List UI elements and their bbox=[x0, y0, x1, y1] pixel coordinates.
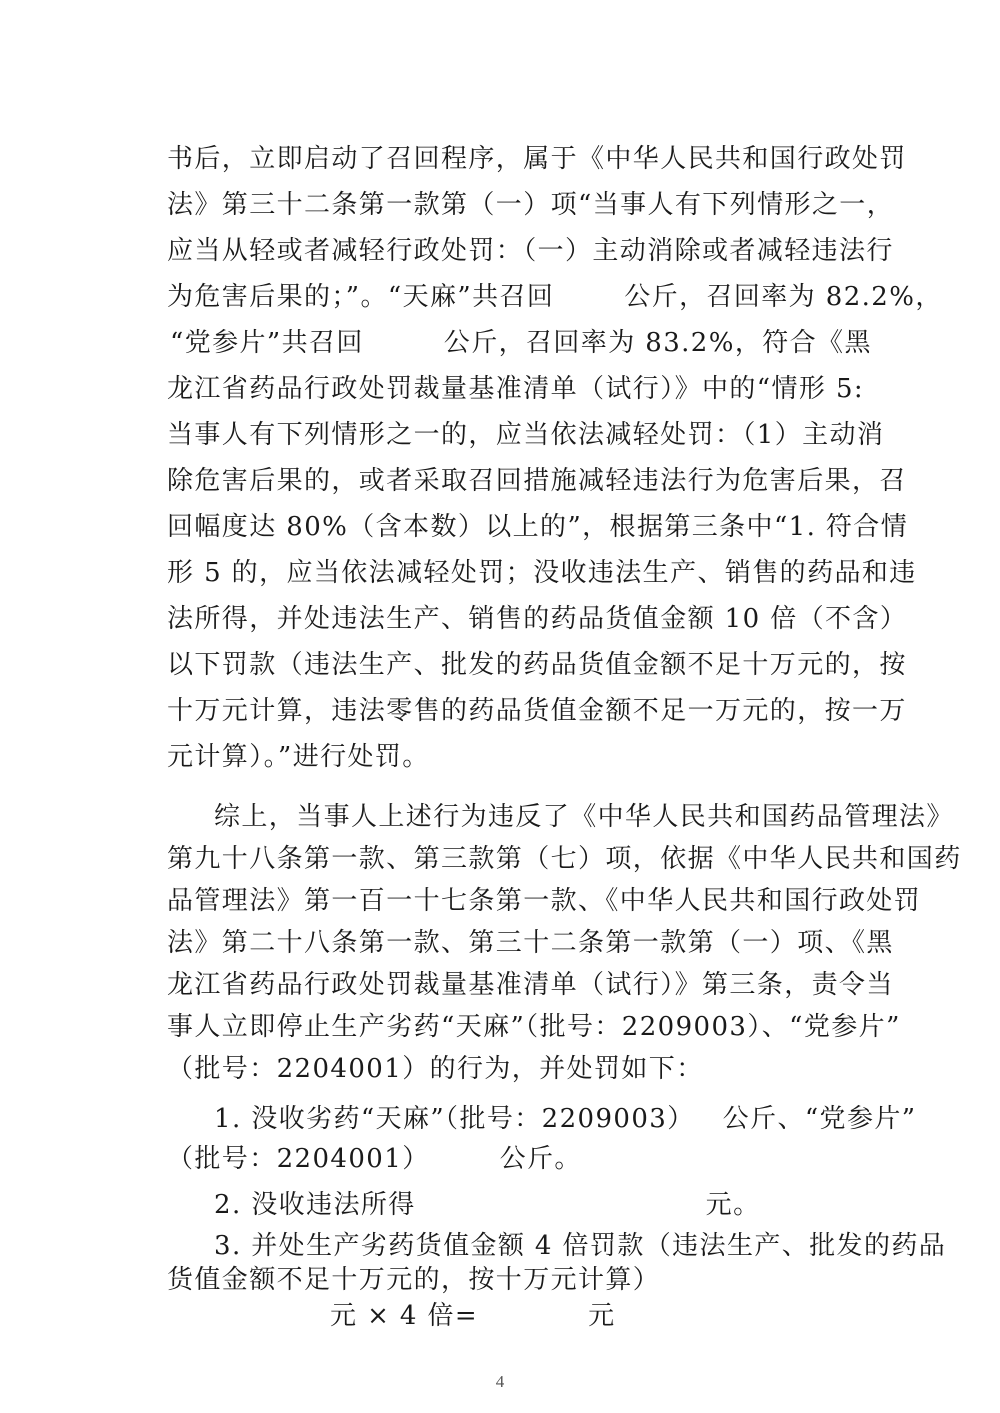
penalty-item-1-unit: 公斤、“党参片” bbox=[722, 1104, 917, 1134]
paragraph-line: 综上，当事人上述行为违反了《中华人民共和国药品管理法》 bbox=[214, 802, 954, 832]
penalty-item-2-label: 2. 没收违法所得 bbox=[214, 1190, 416, 1220]
fine-formula-right: 元 bbox=[588, 1301, 616, 1331]
penalty-item-1-line-1 bbox=[214, 1103, 916, 1135]
paragraph-line: 形 5 的，应当依法减轻处罚；没收违法生产、销售的药品和违 bbox=[167, 558, 917, 588]
penalty-item-2 bbox=[214, 1189, 760, 1221]
penalty-item-2-unit: 元。 bbox=[705, 1190, 761, 1220]
paragraph-line: 十万元计算，违法零售的药品货值金额不足一万元的，按一万 bbox=[167, 696, 907, 726]
paragraph-line: 法》第三十二条第一款第（一）项“当事人有下列情形之一， bbox=[167, 190, 895, 220]
penalty-item-3-line-1: 3. 并处生产劣药货值金额 4 倍罚款（违法生产、批发的药品 bbox=[214, 1231, 947, 1261]
paragraph-line: 当事人有下列情形之一的，应当依法减轻处罚：（1）主动消 bbox=[167, 420, 885, 450]
recall-dangshen-rate: 公斤，召回率为 83.2%，符合《黑 bbox=[443, 328, 872, 358]
paragraph-line: （批号：2204001）的行为，并处罚如下： bbox=[167, 1054, 704, 1084]
paragraph-line: 法》第二十八条第一款、第三十二条第一款第（一）项、《黑 bbox=[167, 928, 894, 958]
penalty-item-1-line-2 bbox=[167, 1143, 582, 1175]
paragraph-line: 元计算）。”进行处罚。 bbox=[167, 742, 430, 772]
paragraph-line: 龙江省药品行政处罚裁量基准清单（试行）》中的“情形 5: bbox=[167, 374, 865, 404]
recall-tianma-rate: 公斤，召回率为 82.2%， bbox=[624, 282, 943, 312]
recall-dangshen-line bbox=[170, 327, 872, 359]
paragraph-line: 除危害后果的，或者采取召回措施减轻违法行为危害后果，召 bbox=[167, 466, 907, 496]
paragraph-line: 应当从轻或者减轻行政处罚：（一）主动消除或者减轻违法行 bbox=[167, 236, 894, 266]
paragraph-line: 书后，立即启动了召回程序，属于《中华人民共和国行政处罚 bbox=[167, 144, 907, 174]
paragraph-line: 事人立即停止生产劣药“天麻”（批号：2209003）、“党参片” bbox=[167, 1012, 901, 1042]
penalty-item-1-text: 1. 没收劣药“天麻”（批号：2209003） bbox=[214, 1104, 695, 1134]
recall-tianma-line bbox=[167, 281, 943, 313]
paragraph-line: 品管理法》第一百一十七条第一款、《中华人民共和国行政处罚 bbox=[167, 886, 922, 916]
penalty-item-1-unit-2: 公斤。 bbox=[499, 1144, 582, 1174]
penalty-item-3-line-2: 货值金额不足十万元的，按十万元计算） bbox=[167, 1265, 661, 1295]
paragraph-line: 龙江省药品行政处罚裁量基准清单（试行）》第三条，责令当 bbox=[167, 970, 894, 1000]
paragraph-line: 回幅度达 80%（含本数）以上的”，根据第三条中“1. 符合情 bbox=[167, 512, 909, 542]
fine-formula-left: 元 × 4 倍= bbox=[330, 1301, 479, 1331]
paragraph-line: 法所得，并处违法生产、销售的药品货值金额 10 倍（不含） bbox=[167, 604, 908, 634]
fine-formula bbox=[330, 1300, 616, 1332]
paragraph-line: 第九十八条第一款、第三款第（七）项，依据《中华人民共和国药 bbox=[167, 844, 962, 874]
page-number: 4 bbox=[495, 1372, 505, 1391]
paragraph-line: 以下罚款（违法生产、批发的药品货值金额不足十万元的，按 bbox=[167, 650, 907, 680]
recall-tianma-label: 为危害后果的；”。“天麻”共召回 bbox=[167, 282, 555, 312]
penalty-item-1-batch: （批号：2204001） bbox=[167, 1144, 430, 1174]
recall-dangshen-label: “党参片”共召回 bbox=[170, 328, 364, 358]
